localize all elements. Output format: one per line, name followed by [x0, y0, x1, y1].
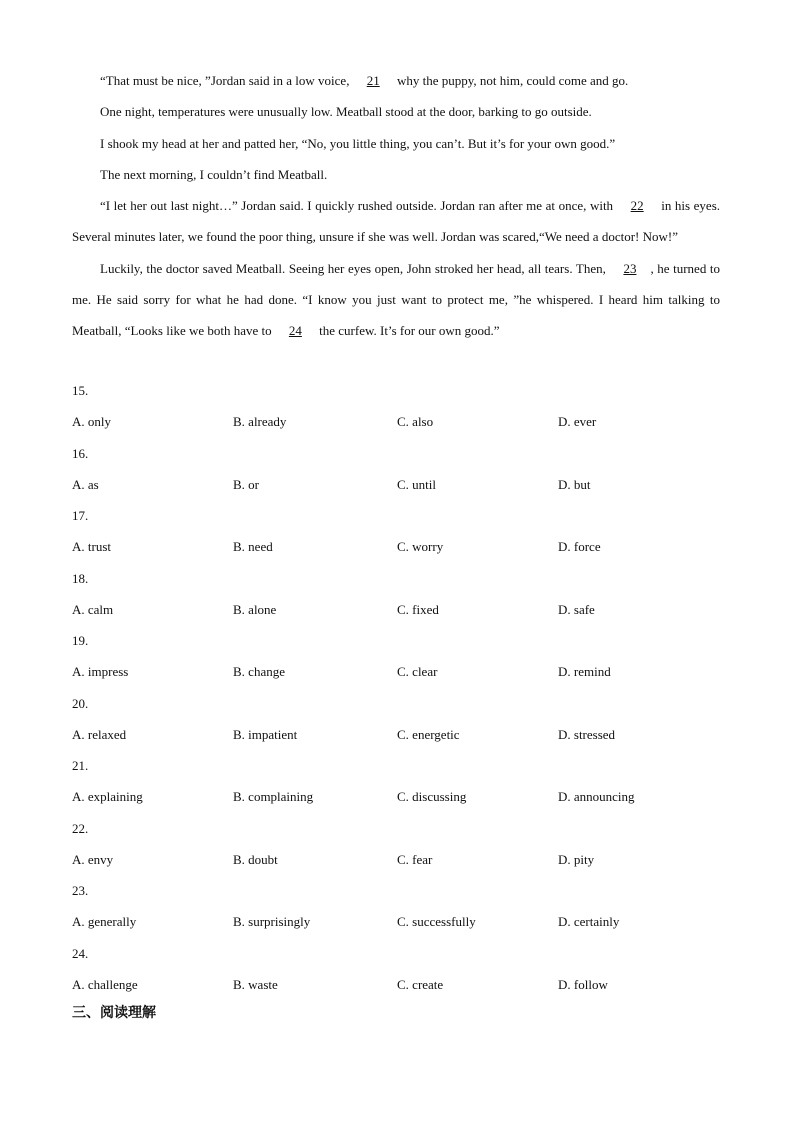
options-row: [72, 719, 722, 750]
option-a[interactable]: A. envy: [72, 851, 114, 867]
option-c[interactable]: C. worry: [397, 539, 444, 555]
option-c[interactable]: C. until: [397, 476, 437, 492]
option-d[interactable]: D. ever: [558, 414, 597, 430]
paragraph-3: I shook my head at her and patted her, “No, you little thing, you can’t. But it’s for your own good.”: [100, 135, 616, 151]
option-b[interactable]: B. waste: [233, 976, 278, 992]
question: [72, 375, 722, 438]
option-b[interactable]: B. surprisingly: [233, 914, 311, 930]
option-a[interactable]: A. challenge: [72, 976, 138, 992]
options-row: [72, 531, 722, 562]
question-number: 15.: [72, 383, 89, 398]
option-d[interactable]: D. but: [558, 476, 591, 492]
option-a[interactable]: A. impress: [72, 664, 129, 680]
text: “I let her out last night…” Jordan said. I quickly rushed outside. Jordan ran after me at once, with: [100, 198, 614, 214]
option-c[interactable]: C. clear: [397, 664, 438, 680]
section-heading: 三、阅读理解: [72, 1005, 156, 1021]
option-c[interactable]: C. discussing: [397, 789, 467, 805]
question: [72, 500, 722, 563]
text: , he turned to me. He said sorry for what he had done. “I know you just want to protect me, ”he whispered. I heard him talking to Meatball, “Looks like we both have to: [72, 260, 721, 339]
option-a[interactable]: A. relaxed: [72, 726, 127, 742]
option-c[interactable]: C. create: [397, 976, 444, 992]
blank-24: 24: [288, 323, 302, 339]
option-c[interactable]: C. fixed: [397, 601, 439, 617]
paragraph-5: [72, 190, 720, 253]
option-c[interactable]: C. also: [397, 414, 434, 430]
question-number: 20.: [72, 695, 89, 711]
question-list: [72, 375, 722, 1000]
paragraph-6: [72, 253, 720, 347]
options-row: [72, 781, 722, 812]
text: Luckily, the doctor saved Meatball. Seeing her eyes open, John stroked her head, all tears. Then,: [100, 260, 606, 276]
question: [72, 438, 722, 501]
option-d[interactable]: D. remind: [558, 664, 611, 680]
option-b[interactable]: B. or: [233, 476, 259, 492]
passage: [72, 65, 720, 347]
option-a[interactable]: A. only: [72, 414, 111, 430]
option-d[interactable]: D. certainly: [558, 914, 620, 930]
option-d[interactable]: D. follow: [558, 976, 608, 992]
question-number: 19.: [72, 633, 89, 648]
option-a[interactable]: A. calm: [72, 601, 114, 617]
option-b[interactable]: B. doubt: [233, 851, 278, 867]
option-b[interactable]: B. impatient: [233, 726, 298, 742]
option-c[interactable]: C. fear: [397, 851, 433, 867]
paragraph-1: [72, 65, 720, 96]
blank-23: 23: [623, 260, 637, 276]
blank-22: 22: [630, 198, 644, 214]
question-number: 23.: [72, 883, 89, 898]
text: “That must be nice, ”Jordan said in a low voice,: [100, 73, 350, 88]
blank-21: 21: [366, 73, 380, 88]
question-number: 22.: [72, 820, 89, 836]
option-a[interactable]: A. generally: [72, 914, 137, 930]
question: [72, 750, 722, 813]
option-d[interactable]: D. pity: [558, 851, 595, 867]
question-number: 18.: [72, 570, 89, 586]
question-number: 17.: [72, 508, 89, 523]
question-number: 16.: [72, 445, 89, 461]
text: why the puppy, not him, could come and go.: [396, 73, 629, 88]
question: [72, 625, 722, 688]
option-d[interactable]: D. announcing: [558, 789, 635, 805]
options-row: [72, 406, 722, 437]
options-row: [72, 469, 722, 500]
option-a[interactable]: A. as: [72, 476, 99, 492]
question: [72, 875, 722, 938]
options-row: [72, 656, 722, 687]
question: [72, 938, 722, 1001]
text: the curfew. It’s for our own good.”: [319, 323, 500, 339]
option-b[interactable]: B. need: [233, 539, 273, 555]
question: [72, 563, 722, 626]
question: [72, 813, 722, 876]
question-number: 21.: [72, 758, 89, 773]
option-b[interactable]: B. alone: [233, 601, 277, 617]
paragraph-2: One night, temperatures were unusually low. Meatball stood at the door, barking to go outside.: [100, 104, 592, 120]
option-c[interactable]: C. successfully: [397, 914, 476, 930]
options-row: [72, 969, 722, 1000]
option-d[interactable]: D. safe: [558, 601, 595, 617]
question: [72, 688, 722, 751]
option-a[interactable]: A. explaining: [72, 789, 143, 805]
question-number: 24.: [72, 945, 89, 961]
text: in his eyes. Several minutes later, we found the poor thing, unsure if she was well. Jordan was scared,“We need a doctor! Now!”: [72, 198, 720, 245]
option-d[interactable]: D. force: [558, 539, 601, 555]
option-b[interactable]: B. complaining: [233, 789, 314, 805]
options-row: [72, 906, 722, 937]
paragraph-4: The next morning, I couldn’t find Meatball.: [100, 166, 328, 182]
options-row: [72, 594, 722, 625]
option-d[interactable]: D. stressed: [558, 726, 616, 742]
option-c[interactable]: C. energetic: [397, 726, 460, 742]
option-a[interactable]: A. trust: [72, 539, 111, 555]
option-b[interactable]: B. already: [233, 414, 287, 430]
options-row: [72, 844, 722, 875]
option-b[interactable]: B. change: [233, 664, 285, 680]
